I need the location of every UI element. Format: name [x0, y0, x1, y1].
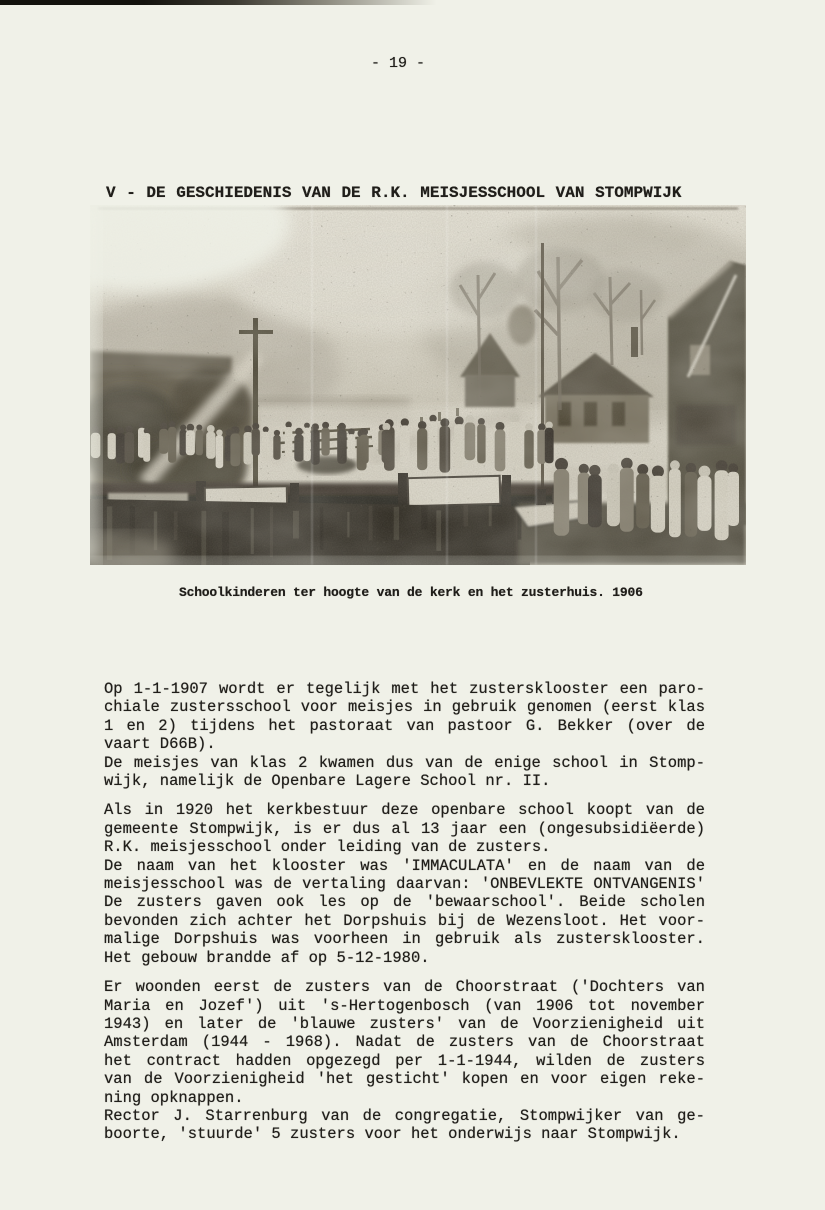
text-line: Het gebouw brandde af op 5-12-1980.: [104, 948, 430, 967]
photo-image: [90, 205, 746, 565]
historical-photo: [90, 205, 746, 565]
text-line: Op 1-1-1907 wordt er tegelijk met het zustersklooster een paro-: [104, 680, 705, 698]
paragraph: [104, 801, 705, 967]
chapter-heading-line1: V - DE GESCHIEDENIS VAN DE R.K. MEISJESSCHOOL VAN STOMPWIJK: [106, 184, 682, 202]
text-line: Als in 1920 het kerkbestuur deze openbare school koopt van de: [104, 801, 705, 820]
photo-grain-overlay: [90, 205, 746, 565]
text-line: De naam van het klooster was 'IMMACULATA' en de naam van de: [104, 856, 705, 875]
text-line: Er woonden eerst de zusters van de Choorstraat ('Dochters van: [104, 978, 705, 997]
text-line: Maria en Jozef') uit 's-Hertogenbosch (van 1906 tot november: [104, 996, 705, 1015]
paragraph: [104, 680, 705, 790]
page-number: - 19 -: [371, 55, 426, 72]
text-line: Rector J. Starrenburg van de congregatie, Stompwijker van ge-: [104, 1106, 705, 1125]
body-text: [104, 680, 705, 1144]
text-line: R.K. meisjesschool onder leiding van de zusters.: [104, 838, 551, 857]
text-line: vaart D66B).: [104, 735, 216, 754]
text-line: bevonden zich achter het Dorpshuis bij de Wezensloot. Het voor-: [104, 911, 705, 930]
text-line: het contract hadden opgezegd per 1-1-1944, wilden de zusters: [104, 1051, 705, 1070]
text-line: De zusters gaven ook les op de 'bewaarschool'. Beide scholen: [104, 893, 705, 912]
text-line: van de Voorzienigheid 'het gesticht' kopen en voor eigen reke-: [104, 1070, 705, 1089]
text-line: Amsterdam (1944 - 1968). Nadat de zusters van de Choorstraat: [104, 1033, 705, 1052]
text-line: 1 en 2) tijdens het pastoraat van pastoor G. Bekker (over de: [104, 716, 705, 735]
text-line: meisjesschool was de vertaling daarvan: 'ONBEVLEKTE ONTVANGENIS': [104, 875, 705, 894]
paragraph: [104, 978, 705, 1144]
text-line: ning opknappen.: [104, 1088, 244, 1107]
text-line: malige Dorpshuis was voorheen in gebruik als zustersklooster.: [104, 930, 705, 949]
text-line: chiale zustersschool voor meisjes in gebruik genomen (eerst klas: [104, 698, 705, 717]
text-line: De meisjes van klas 2 kwamen dus van de enige school in Stomp-: [104, 753, 705, 772]
text-line: 1943) en later de 'blauwe zusters' van de Voorzienigheid uit: [104, 1014, 705, 1033]
photo-caption: Schoolkinderen ter hoogte van de kerk en het zusterhuis. 1906: [179, 585, 643, 600]
text-line: boorte, 'stuurde' 5 zusters voor het onderwijs naar Stompwijk.: [104, 1125, 681, 1144]
scan-artifact-top: [0, 0, 450, 5]
text-line: wijk, namelijk de Openbare Lagere School nr. II.: [104, 772, 551, 791]
text-line: gemeente Stompwijk, is er dus al 13 jaar een (ongesubsidiëerde): [104, 819, 705, 838]
